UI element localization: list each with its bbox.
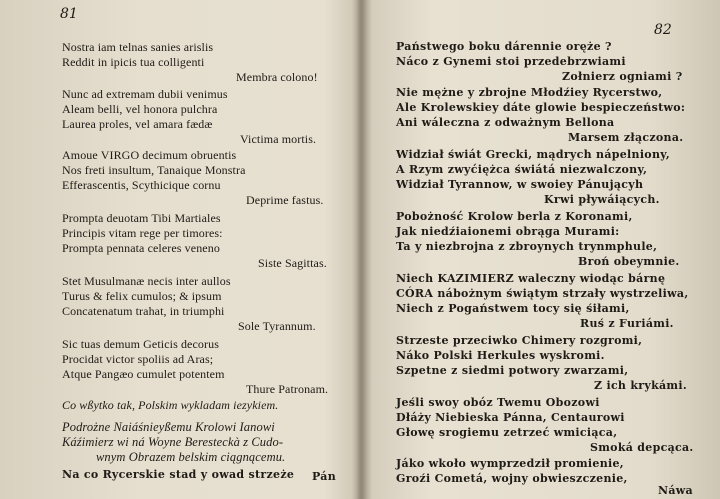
verse-line: Náko Polski Herkules wyskromi. bbox=[396, 349, 605, 362]
verse-line: Niech z Pogaństwem tocy się śiłami, bbox=[396, 302, 630, 315]
verse-refrain: Victima mortis. bbox=[240, 132, 317, 146]
verse-line: CÓRA nábożnym świątym strzały wystrzeliwa, bbox=[396, 287, 689, 300]
dedication-line: wnym Obrazem belskim ciągnącemu. bbox=[96, 450, 286, 464]
verse-line-initial: Na co Rycerskie stad y owad strzeże bbox=[62, 468, 295, 481]
verse-refrain: Marsem złączona. bbox=[568, 131, 684, 144]
verse-line: Państwego boku dárennie oręże ? bbox=[396, 40, 612, 53]
verse-line: Prompta deuotam Tibi Martiales bbox=[62, 211, 221, 225]
verse-line: Sic tuas demum Geticis decorus bbox=[62, 337, 219, 351]
verse-refrain: Z ich krykámi. bbox=[594, 379, 687, 392]
verse-line: Stet Musulmanæ necis inter aullos bbox=[62, 274, 231, 288]
right-page bbox=[362, 0, 720, 499]
page-number-left: 81 bbox=[60, 6, 78, 22]
verse-line: Nos freti insultum, Tanaique Monstra bbox=[62, 163, 246, 177]
verse-refrain: Ruś z Furiámi. bbox=[580, 317, 674, 330]
verse-line: Jeśli swoy obóz Twemu Obozowi bbox=[396, 396, 600, 409]
verse-line: Szpetne z siedmi potwory zwarzami, bbox=[396, 364, 629, 377]
verse-refrain: Zołnierz ogniami ? bbox=[562, 70, 683, 83]
verse-line: A Rzym zwyćiężca świátá niezwalczony, bbox=[396, 163, 648, 176]
verse-line: Amoue VIRGO decimum obruentis bbox=[62, 148, 237, 162]
verse-line: Widział świát Grecki, mądrych nápelniony, bbox=[396, 148, 671, 161]
verse-line: Jáko wkoło wymprzedził promienie, bbox=[396, 457, 624, 470]
dedication-line: Káźimierz wi ná Woyne Beresteckà z Cudo- bbox=[62, 435, 284, 449]
verse-line: Nunc ad extremam dubii venimus bbox=[62, 87, 228, 101]
verse-line: Pobożność Krolow berla z Koronami, bbox=[396, 210, 633, 223]
verse-line: Prompta pennata celeres veneno bbox=[62, 241, 220, 255]
verse-line: Niech KAZIMIERZ waleczny wiodąc bárnę bbox=[396, 272, 666, 285]
verse-refrain: Deprime fastus. bbox=[246, 193, 324, 207]
verse-line: Turus & felix cumulos; & ipsum bbox=[62, 289, 222, 303]
verse-line: Laurea proles, vel amara fædæ bbox=[62, 117, 213, 131]
verse-line: Dłáży Niebieska Pánna, Centaurowi bbox=[396, 411, 625, 424]
verse-line: Aleam belli, vel honora pulchra bbox=[62, 102, 218, 116]
verse-line: Ta y niezbrojna z zbroynych trynmphule, bbox=[396, 240, 658, 253]
verse-line: Groźi Cometá, wojny obwieszczenie, bbox=[396, 472, 628, 485]
verse-line: Principis vitam rege per timores: bbox=[62, 226, 223, 240]
verse-refrain: Broń obeymnie. bbox=[578, 255, 680, 268]
verse-line: Głowę srogiemu zetrzeć wmiciąca, bbox=[396, 426, 618, 439]
catchword: Náwa bbox=[658, 484, 693, 497]
verse-line: Widział Tyrannow, w swoiey Pánującyh bbox=[396, 178, 644, 191]
dedication-line: Podrożne Naiáśnieyßemu Krolowi Ianowi bbox=[62, 420, 275, 434]
verse-line: Jak niedźiaionemi obrąga Murami: bbox=[396, 225, 620, 238]
verse-line: Ani wáleczna z odważnym Bellona bbox=[396, 116, 615, 129]
left-page bbox=[0, 0, 358, 499]
verse-line: Strzeste przeciwko Chimery rozgromi, bbox=[396, 334, 643, 347]
verse-refrain: Membra colono! bbox=[236, 70, 318, 84]
verse-refrain: Sole Tyrannum. bbox=[238, 319, 316, 333]
verse-refrain: Thure Patronam. bbox=[246, 382, 329, 396]
verse-line: Concatenatum trahat, in triumphi bbox=[62, 304, 225, 318]
verse-line: Nostra iam telnas sanies arislis bbox=[62, 40, 214, 54]
verse-line: Atque Pangæo cumulet potentem bbox=[62, 367, 225, 381]
verse-line: Efferascentis, Scythicique cornu bbox=[62, 178, 221, 192]
verse-line: Reddit in ipicis tua colligenti bbox=[62, 55, 205, 69]
verse-line: Procidat victor spoliis ad Aras; bbox=[62, 352, 214, 366]
verse-line: Náco z Gynemi stoi przedebrzwiami bbox=[396, 55, 626, 68]
page-number-right: 82 bbox=[654, 22, 672, 38]
verse-refrain: Krwi pływáiących. bbox=[544, 193, 660, 206]
translation-heading: Co wßytko tak, Polskim wykladam iezykiem. bbox=[62, 398, 279, 412]
verse-line: Nie mężne y zbrojne Młodźiey Rycerstwo, bbox=[396, 86, 663, 99]
catchword: Pán bbox=[312, 470, 337, 483]
verse-refrain: Siste Sagittas. bbox=[258, 256, 327, 270]
verse-line: Ale Krolewskiey dáte glowie bespieczeństwo: bbox=[396, 101, 686, 114]
verse-refrain: Smoká depcąca. bbox=[590, 441, 694, 454]
